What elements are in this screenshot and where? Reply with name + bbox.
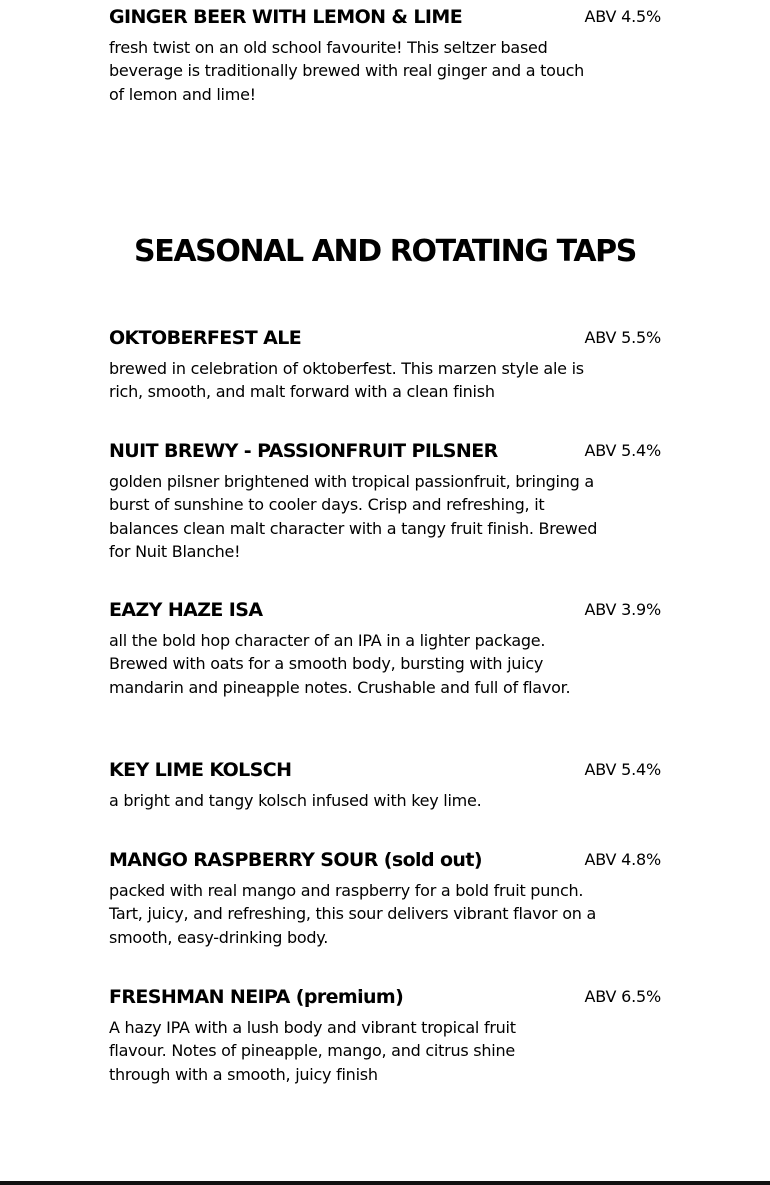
bottom-divider <box>0 1181 770 1185</box>
item-abv: ABV 4.5% <box>584 7 661 26</box>
section-title: SEASONAL AND ROTATING TAPS <box>134 234 636 269</box>
item-name: OKTOBERFEST ALE <box>109 327 302 349</box>
item-description: fresh twist on an old school favourite! This seltzer based beverage is traditionally brewed with real ginger and a touch of lemon and lime! <box>109 38 585 104</box>
item-description: all the bold hop character of an IPA in a lighter package. Brewed with oats for a smooth body, bursting with juicy mandarin and pineapple notes. Crushable and full of flavor. <box>109 631 571 697</box>
item-description: a bright and tangy kolsch infused with key lime. <box>109 791 482 810</box>
item-description: packed with real mango and raspberry for a bold fruit punch. Tart, juicy, and refreshing, this sour delivers vibrant flavor on a smooth, easy-drinking body. <box>109 881 597 947</box>
item-description: golden pilsner brightened with tropical passionfruit, bringing a burst of sunshine to cooler days. Crisp and refreshing, it balances clean malt character with a tangy fruit finish. Brewed for Nuit Blanche! <box>109 472 598 561</box>
item-name: MANGO RASPBERRY SOUR (sold out) <box>109 849 482 871</box>
item-name: KEY LIME KOLSCH <box>109 759 292 781</box>
item-name: GINGER BEER WITH LEMON & LIME <box>109 6 463 28</box>
item-name: FRESHMAN NEIPA (premium) <box>109 986 404 1008</box>
item-name: NUIT BREWY - PASSIONFRUIT PILSNER <box>109 440 498 462</box>
item-description: A hazy IPA with a lush body and vibrant tropical fruit flavour. Notes of pineapple, mango, and citrus shine through with a smooth, juicy finish <box>109 1018 516 1084</box>
item-abv: ABV 3.9% <box>584 600 661 619</box>
item-abv: ABV 6.5% <box>584 987 661 1006</box>
item-abv: ABV 5.4% <box>584 760 661 779</box>
item-abv: ABV 5.4% <box>584 441 661 460</box>
item-description: brewed in celebration of oktoberfest. This marzen style ale is rich, smooth, and malt forward with a clean finish <box>109 359 584 402</box>
item-abv: ABV 5.5% <box>584 328 661 347</box>
item-name: EAZY HAZE ISA <box>109 599 263 621</box>
item-abv: ABV 4.8% <box>584 850 661 869</box>
